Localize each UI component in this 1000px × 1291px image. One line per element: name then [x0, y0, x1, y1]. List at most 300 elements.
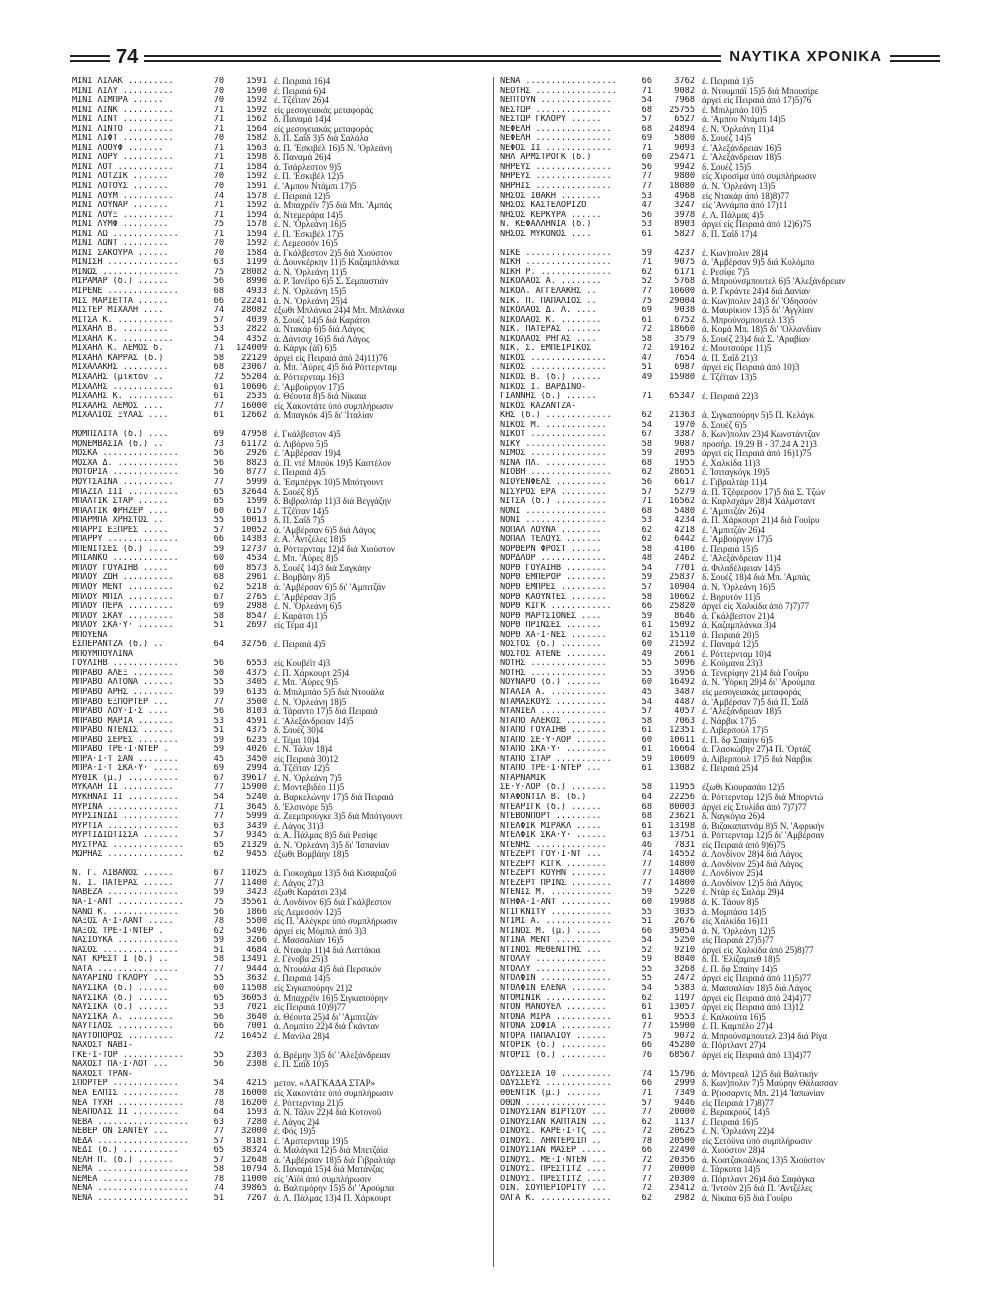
ship-entry-row — [72, 593, 492, 603]
ship-entry-row — [500, 669, 920, 679]
ship-name: ΝΕΒΑ .................. — [72, 1117, 189, 1127]
build-year: 68 — [641, 812, 652, 822]
ship-entry-row — [500, 1156, 920, 1166]
build-year: 71 — [213, 105, 224, 115]
tonnage: 10052 — [241, 525, 267, 535]
build-year: 60 — [213, 563, 224, 573]
ship-entry-row — [72, 344, 492, 354]
status-position: έ. 'Αλεξάνδρειαν 11)4 — [702, 554, 782, 564]
build-year: 46 — [641, 840, 652, 850]
ship-entry-row — [500, 373, 920, 383]
status-position: δ. Σουέζ 6)5 — [702, 420, 747, 430]
build-year: 69 — [641, 306, 652, 316]
ship-name: ΜΥΚΗΝΑΙ II .......... — [72, 793, 179, 803]
build-year: 78 — [641, 1136, 652, 1146]
status-position: ά. Νίκαια 6)5 διά Γουΐρυ — [702, 1193, 793, 1203]
status-position: ά. Μπ. 'Αύρες 4)5 διά Ρόττερνταμ — [274, 363, 398, 373]
build-year: 72 — [641, 1184, 652, 1194]
status-position: έ. Λιβερπούλ 17)5 — [702, 726, 769, 736]
ship-name: ΜΙΧΑΛΗΣ ............ — [72, 382, 174, 392]
status-position: έ. 'Αλεξάνδρειαν 14)5 — [274, 716, 354, 726]
tonnage: 39617 — [241, 773, 267, 783]
ship-entry-row — [500, 1022, 920, 1032]
ship-name: ΝΑΥΤΟΠΟΡΟΣ ......... — [72, 1031, 174, 1041]
ship-entry-row — [72, 822, 492, 832]
build-year: 62 — [641, 993, 652, 1003]
build-year: 70 — [213, 239, 224, 249]
ship-entry-row — [72, 688, 492, 698]
status-position: ά. Ν. 'Υόρκη 29)4 δι' 'Αρούμπα — [702, 678, 815, 688]
status-position: έ. Λονδίνον 25)4 — [702, 869, 763, 879]
status-position: ά. Βρέμην 3)5 δι' 'Αλεξάνδρειαν — [274, 1050, 391, 1060]
build-year: 61 — [641, 745, 652, 755]
tonnage: 15092 — [669, 621, 695, 631]
build-year: 69 — [213, 430, 224, 440]
ship-entry-row — [500, 640, 920, 650]
build-year: 77 — [213, 964, 224, 974]
ship-name: ΟΙΝΟΥΣ. ΛΗΝΤΕΡΣΙΠ .. — [500, 1136, 602, 1146]
tonnage: 1137 — [674, 1117, 695, 1127]
ship-name: ΝΤΕΖΕΡΤ ΓΟΥ·Ι·ΝΤ ... — [500, 850, 602, 860]
status-position: ά. Ρόττερνταμ 12)5 δι' 'Αμβέρσαν — [702, 831, 825, 841]
status-position: άργεί είς Πειραιά άπό 16)1)75 — [702, 449, 812, 459]
ship-name: ΜΙΝΙ ΣΑΚΟΥΡΑ ...... — [72, 248, 169, 258]
status-position: άργεί είς Πειραιά άπό 24)11)76 — [274, 353, 388, 363]
ship-name: ΜΠΟΥΜΠΟΥΛΙΝΑ — [72, 649, 133, 659]
ship-entry-row — [500, 230, 920, 240]
status-position: ά. Λονδίνον 6)5 διά Γκάλβεστον — [274, 898, 392, 908]
status-position: δ. Παναμά 26)4 — [274, 153, 332, 163]
tonnage: 2961 — [246, 573, 267, 583]
ship-entry-row — [72, 230, 492, 240]
ship-entry-row — [500, 793, 920, 803]
ship-entry-row — [72, 354, 492, 364]
build-year: 68 — [213, 287, 224, 297]
ship-name: ΝΕΟΤΗΣ ................ — [500, 86, 617, 96]
ship-name: ΜΠΑΡΜΠΑ ΧΡΗΣΤΟΣ .. — [72, 516, 164, 526]
build-year: 58 — [641, 439, 652, 449]
status-position: ά. Ν. Τάλιν 22)4 διά Κοτονοῦ — [274, 1108, 382, 1118]
ship-name: ΜΠΡΑΒΟ ΤΡΕ·Ι·ΝΤΕΡ . — [72, 745, 169, 755]
status-position: έ. Βερακρούζ 14)5 — [702, 1108, 770, 1118]
ship-name: ΜΥΡΣΙΝΙΔΙ ........... — [72, 812, 179, 822]
ship-entry-row — [500, 917, 920, 927]
build-year: 62 — [641, 525, 652, 535]
status-position: έ. Ν. 'Ορλεάνη 11)4 — [702, 124, 774, 134]
ship-name: ΝΟΡΘ ΚΑΟΥΝΤΕΣ ....... — [500, 592, 607, 602]
ship-name: ΝΙΚ. Π. ΠΑΠΑΛΙΟΣ .. — [500, 296, 597, 306]
ship-entry-row — [72, 908, 492, 918]
ship-entry-row — [72, 211, 492, 221]
ship-name: ΝΙΣΥΡΟΣ ΕΡΑ ......... — [500, 487, 607, 497]
tonnage: 24894 — [669, 124, 695, 134]
ship-name: ΝΑΥΣΙΚΑ (δ.) ...... — [72, 1003, 169, 1013]
build-year: 62 — [641, 267, 652, 277]
ship-entry-row — [500, 497, 920, 507]
build-year: 65 — [213, 993, 224, 1003]
tonnage: 1593 — [246, 1108, 267, 1118]
ship-entry-row — [500, 1089, 920, 1099]
ship-name: ΝΟΠΑΛ ΤΕΛΟΥΣ ....... — [500, 535, 602, 545]
build-year: 75 — [213, 898, 224, 908]
ship-name: ΟΙΝΟΥΣΙΑΝ ΚΑΠΤΑΙΝ ... — [500, 1117, 607, 1127]
ship-entry-row — [500, 898, 920, 908]
ship-entry-row — [72, 1022, 492, 1032]
tonnage: 9093 — [674, 143, 695, 153]
tonnage: 9444 — [246, 964, 267, 974]
ship-entry-row — [500, 1165, 920, 1175]
status-position: έ. 'Αμπιτζάν 26)4 — [702, 525, 765, 535]
ship-entry-row — [72, 411, 492, 421]
ship-entry-row — [500, 211, 920, 221]
tonnage: 4026 — [246, 745, 267, 755]
build-year: 67 — [213, 773, 224, 783]
tonnage: 32756 — [241, 640, 267, 650]
ship-entry-row — [500, 783, 920, 793]
build-year: 64 — [641, 793, 652, 803]
ship-entry-row — [72, 1051, 492, 1061]
status-position: μετον. «ΛΑΓΚΑΔΑ ΣΤΑΡ» — [274, 1079, 376, 1089]
tonnage: 3762 — [674, 77, 695, 86]
tonnage: 2982 — [674, 1193, 695, 1203]
build-year: 74 — [213, 191, 224, 201]
tonnage: 5250 — [674, 936, 695, 946]
tonnage: 39865 — [241, 1184, 267, 1194]
build-year: 53 — [213, 716, 224, 726]
ship-entry-row — [500, 745, 920, 755]
tonnage: 1590 — [246, 86, 267, 96]
ship-entry-row — [500, 488, 920, 498]
ship-name: ΝΙΚΟΣ ............... — [500, 363, 607, 373]
ship-name: ΜΙΡΑΜΑΡ (δ.) ...... — [72, 277, 169, 287]
ship-entry-row — [500, 554, 920, 564]
ship-name: ΝΤΑΝΙΕΛ ............. — [500, 707, 607, 717]
status-position: έ. Μπ. 'Αύρες 9)5 — [274, 678, 338, 688]
tonnage: 8646 — [674, 611, 695, 621]
status-position: έ. Π. 'Εσκιβέλ 12)5 — [274, 172, 344, 182]
ship-entry-row — [500, 688, 920, 698]
ship-entry-row — [500, 344, 920, 354]
status-position: έ. 'Αμπιτζάν 26)4 — [702, 506, 765, 516]
ship-name: ΜΙΡΕΝΕ .............. — [72, 287, 179, 297]
ship-entry-row — [500, 1194, 920, 1204]
tonnage: 15900 — [241, 783, 267, 793]
ship-name: ΘΘΕΝΤΙΚ (μ.) ....... — [500, 1088, 602, 1098]
ship-name: ΝΙΜΟΣ ............... — [500, 449, 607, 459]
tonnage: 20625 — [669, 1127, 695, 1137]
ship-entry-row — [500, 869, 920, 879]
status-position: είς Χακοντάτε ύπό συμπλήρωσιν — [274, 401, 394, 411]
ship-entry-row — [72, 726, 492, 736]
ship-name: ΝΕΜΕΑ ................. — [72, 1174, 189, 1184]
ship-entry-row — [72, 488, 492, 498]
ship-entry-row — [500, 812, 920, 822]
tonnage: 6157 — [246, 506, 267, 516]
ship-name: ΝΤΕΝΙΣ Μ. ............ — [500, 888, 612, 898]
status-position: δ. Παναμά 14)4 — [274, 115, 332, 125]
ship-entry-row — [72, 192, 492, 202]
tonnage: 6442 — [674, 535, 695, 545]
status-position: έ. Π. 'Εσκιβέλ 17)5 — [274, 229, 344, 239]
status-position: ά. Ρ. Γκράντε 24)4 διά Δανίαν — [702, 287, 811, 297]
status-position: ά. Γκάλβεστον 2)5 διά Χιούστον — [274, 248, 393, 258]
ship-name: ΝΕΦΟΣ II ............. — [500, 143, 612, 153]
status-position: δ. Π. 'Ελίζαμπεθ 18)5 — [702, 955, 780, 965]
build-year: 54 — [641, 420, 652, 430]
ship-name: ΝΟΠΑΛ ΛΟΥΝΑ ........ — [500, 525, 602, 535]
ship-name: ΜΙΧΑΛΑΚΗΣ ......... — [72, 363, 169, 373]
tonnage: 20000 — [669, 1165, 695, 1175]
build-year: 56 — [213, 1012, 224, 1022]
ship-entry-row — [72, 879, 492, 889]
ship-entry-row — [72, 831, 492, 841]
status-position: έ. Ν. 'Ορλεάνη 15)5 — [274, 287, 347, 297]
status-position: ά. Μόντρεαλ 12)5 διά Βαλτικήν — [702, 1069, 818, 1079]
build-year: 72 — [641, 325, 652, 335]
tonnage: 1591 — [246, 77, 267, 86]
build-year: 71 — [641, 497, 652, 507]
ship-entry-row — [72, 888, 492, 898]
status-position: ά. Ζεεμπρούγκε 3)5 διά Μπότγουντ — [274, 812, 403, 822]
status-position: ά. 'Αμπου Ντάμπι 14)5 — [702, 115, 786, 125]
tonnage: 23067 — [241, 363, 267, 373]
ship-name: ΝΑΣΙΟΥΚΑ ............ — [72, 936, 179, 946]
ship-entry-row — [500, 965, 920, 975]
build-year: 54 — [641, 563, 652, 573]
tonnage: 2822 — [246, 325, 267, 335]
ship-name: ΝΑ·Ι·ΑΝΤ ............. — [72, 898, 184, 908]
build-year: 54 — [641, 96, 652, 106]
build-year: 77 — [641, 182, 652, 192]
build-year: 64 — [213, 640, 224, 650]
ship-entry-row — [500, 850, 920, 860]
ship-entry-row — [72, 440, 492, 450]
tonnage: 22241 — [241, 296, 267, 306]
ship-entry-row — [72, 745, 492, 755]
build-year: 69 — [641, 134, 652, 144]
build-year: 61 — [641, 726, 652, 736]
status-position: έ. Πειραιά 4)5 — [274, 640, 326, 650]
build-year: 63 — [641, 831, 652, 841]
status-position: είς Χιροσίμα ύπό συμπλήρωσιν — [702, 172, 817, 182]
ship-name: ΜΠΛΟΥ ΣΚΑ·Υ· ....... — [72, 621, 174, 631]
ship-name: ΜΙΝΙ ΛΙΜΠΡΑ ...... — [72, 96, 164, 106]
tonnage: 2303 — [246, 1050, 267, 1060]
ship-name: Ν. Ι. ΠΑΤΕΡΑΣ ...... — [72, 878, 174, 888]
status-position: έ. Καλκούτα 16)5 — [702, 1012, 766, 1022]
build-year: 56 — [213, 907, 224, 917]
ship-name: ΝΑΒΕΖΑ .............. — [72, 888, 179, 898]
ship-entry-row — [72, 783, 492, 793]
build-year: 52 — [641, 945, 652, 955]
ship-entry-row — [500, 984, 920, 994]
status-position: ά. Τάραντο 17)5 διά Πειραιά — [274, 707, 378, 717]
tonnage: 38324 — [241, 1146, 267, 1156]
ship-name: ΜΙΝΩΣ ............... — [72, 267, 179, 277]
ship-name: ΝΤΑΠΟ ΣΕ·Υ·ΛΟΡ ...... — [500, 735, 607, 745]
build-year: 70 — [213, 96, 224, 106]
build-year: 56 — [213, 277, 224, 287]
status-position: δ. Παναμά 15)4 διά Ματάνζας — [274, 1165, 384, 1175]
ship-entry-row — [500, 125, 920, 135]
ship-name: ΝΗΡΕΥΣ ............... — [500, 172, 612, 182]
status-position: έ. Πειραιά 16)4 — [274, 77, 331, 86]
status-position: ά. Γλασκώβην 27)4 Π. 'Ορτάζ — [702, 745, 811, 755]
status-position: ά. Ν. 'Ορλεάνη 11)5 — [274, 267, 347, 277]
tonnage: 80003 — [669, 802, 695, 812]
ship-name: ΣΠΟΡΤΕΡ ............. — [72, 1079, 179, 1089]
status-position: ά. Ρόττερνταμ 12)5 διά Μπορντώ — [702, 793, 824, 803]
build-year: 59 — [213, 936, 224, 946]
right-column-ship-list — [500, 77, 920, 1204]
ship-name: ΝΤΑΜΑΣΚΟΥΣ .......... — [500, 697, 607, 707]
tonnage: 9942 — [674, 162, 695, 172]
ship-name: ΝΕΝΑ .................. — [72, 1184, 189, 1194]
ship-name: ΝΤΗΦΑ·Ι·ΑΝΤ .......... — [500, 898, 612, 908]
status-position: ά. 'Αμβέρσαν 9)5 διά Κολόμπο — [702, 258, 815, 268]
build-year: 49 — [641, 372, 652, 382]
build-year: 53 — [213, 325, 224, 335]
build-year: 77 — [213, 878, 224, 888]
ship-name: ΝΟΡΘ ΕΜΠΕΡΟΡ ........ — [500, 573, 607, 583]
build-year: 68 — [641, 124, 652, 134]
ship-entry-row — [500, 621, 920, 631]
build-year: 55 — [641, 907, 652, 917]
ship-name: ΝΤΕΒΟΝΠΟΡΤ ......... — [500, 812, 602, 822]
ship-entry-row — [72, 1041, 492, 1051]
ship-entry-row — [500, 755, 920, 765]
ship-entry-row — [500, 268, 920, 278]
status-position: ά. Ρ. Ίανέϊρο 6)5 Σ. Σεμπαστιάν — [274, 277, 389, 287]
tonnage: 4487 — [674, 697, 695, 707]
tonnage: 19988 — [669, 898, 695, 908]
build-year: 64 — [213, 1108, 224, 1118]
status-position: ά. Ν. 'Ορλεάνη 3)5 δι' 'Ισπανίαν — [274, 840, 390, 850]
build-year: 55 — [641, 974, 652, 984]
build-year: 65 — [213, 840, 224, 850]
ship-entry-row — [72, 841, 492, 851]
tonnage: 16452 — [241, 1031, 267, 1041]
tonnage: 2472 — [674, 974, 695, 984]
tonnage: 3579 — [674, 334, 695, 344]
ship-name: ΝΙΚΟΣ ............... — [500, 353, 607, 363]
ship-name: ΝΗΡΕΥΣ ............... — [500, 162, 612, 172]
tonnage: 29004 — [669, 296, 695, 306]
build-year: 62 — [213, 926, 224, 936]
tonnage: 9455 — [246, 850, 267, 860]
ship-name: ΝΤΟΜΙΝΙΚ ............ — [500, 993, 607, 1003]
status-position: έ. Λάγος 27)3 — [274, 878, 324, 888]
ship-entry-row — [72, 1194, 492, 1204]
status-position: έ. Ρεσίφε 7)5 — [702, 267, 750, 277]
build-year: 70 — [213, 248, 224, 258]
ship-entry-row — [72, 602, 492, 612]
ship-entry-row — [72, 1127, 492, 1137]
ship-entry-row — [72, 220, 492, 230]
ship-name: ΝΤΕΑΡΙΓΚ (δ.) ...... — [500, 802, 602, 812]
ship-entry-row — [72, 965, 492, 975]
status-position: ά. Κ. Τάουν 8)5 — [702, 898, 759, 908]
tonnage: 4352 — [246, 334, 267, 344]
tonnage: 5768 — [674, 277, 695, 287]
ship-name: ΜΙΧΑΛΗΣ (μικτόν .. — [72, 372, 164, 382]
build-year: 63 — [213, 1117, 224, 1127]
ship-entry-row — [500, 717, 920, 727]
tonnage: 2462 — [674, 554, 695, 564]
build-year: 71 — [213, 802, 224, 812]
ship-entry-row — [72, 927, 492, 937]
ship-name: ΜΙΝΙ ΛΟΤ ........... — [72, 162, 174, 172]
ship-entry-row — [72, 621, 492, 631]
build-year: 57 — [213, 831, 224, 841]
build-year: 74 — [641, 850, 652, 860]
build-year: 56 — [213, 468, 224, 478]
status-position: ά. Ντεμεράρα 14)5 — [274, 210, 343, 220]
ship-name: ΝΤΟΡΙΚ (δ.) ......... — [500, 1041, 607, 1051]
tonnage: 22129 — [241, 353, 267, 363]
tonnage: 7654 — [674, 353, 695, 363]
ship-name: ΝΟΡΘ ΕΜΠΡΕΣ ......... — [500, 582, 607, 592]
ship-name: ΝΙΚΕ ................. — [500, 248, 612, 258]
ship-entry-row — [500, 698, 920, 708]
ship-entry-row — [72, 869, 492, 879]
tonnage: 45280 — [669, 1041, 695, 1051]
build-year: 59 — [641, 955, 652, 965]
ship-name: ΜΙΝΙ ΛΙΦΤ .......... — [72, 134, 174, 144]
ship-name: ΜΙΤΣΑ Κ. ........... — [72, 315, 174, 325]
tonnage: 7349 — [674, 1088, 695, 1098]
build-year: 77 — [641, 1165, 652, 1175]
ship-name: ΝΙΤΣΑ (δ.) .......... — [500, 497, 607, 507]
tonnage: 10606 — [241, 382, 267, 392]
tonnage: 5496 — [246, 926, 267, 936]
status-position: ά. Μομπάσα 14)5 — [702, 907, 767, 917]
build-year: 61 — [641, 821, 652, 831]
tonnage: 5220 — [674, 888, 695, 898]
build-year: 77 — [641, 1174, 652, 1184]
ship-entry-row — [72, 974, 492, 984]
status-position: ά. Δουνκέρκην 11)5 Καζαμπλάνκα — [274, 258, 399, 268]
ship-entry-row — [72, 764, 492, 774]
tonnage: 8990 — [246, 277, 267, 287]
ship-name: ΝΟΡΘ ΠΡΙΝΣΕΣ ....... — [500, 621, 602, 631]
ship-name: ΝΑΤ ΚΡΕΣΤ Ι (δ.) .. — [72, 955, 169, 965]
tonnage: 1199 — [246, 258, 267, 268]
ship-name: ΝΤΑΠΟ ΣΚΑ·Υ· ........ — [500, 745, 607, 755]
ship-entry-row — [72, 535, 492, 545]
tonnage: 6235 — [246, 735, 267, 745]
build-year: 58 — [641, 592, 652, 602]
tonnage: 2926 — [246, 449, 267, 459]
ship-name: ΜΟΣΚΑ ............... — [72, 449, 179, 459]
build-year: 57 — [213, 1155, 224, 1165]
tonnage: 13751 — [669, 831, 695, 841]
build-year: 45 — [213, 754, 224, 764]
ship-name: ΜΙΝΙ ΛΟΤΖΙΚ ....... — [72, 172, 169, 182]
status-position: έ. Τζέϊταν 26)4 — [274, 96, 329, 106]
status-position: είς Κουβέϊτ 4)3 — [274, 659, 331, 669]
build-year: 65 — [213, 497, 224, 507]
tonnage: 9446 — [674, 1098, 695, 1108]
build-year: 66 — [641, 1146, 652, 1156]
status-position: ά. Κομά Μπ. 18)5 δι' 'Ολλανδίαν — [702, 325, 822, 335]
ship-name: ΜΙΝΙ ΛΟΥΜ .......... — [72, 191, 174, 201]
ship-name: ΝΟΡΔΛΟΡ ............. — [500, 554, 607, 564]
ship-name: ΝΟΣΤΟΣ ΑΤΕΝΕ ........ — [500, 649, 607, 659]
status-position: ά. Π. Χάρκουρτ 21)4 διά Γουΐρυ — [702, 516, 820, 526]
ship-entry-row — [500, 182, 920, 192]
build-year: 71 — [641, 143, 652, 153]
